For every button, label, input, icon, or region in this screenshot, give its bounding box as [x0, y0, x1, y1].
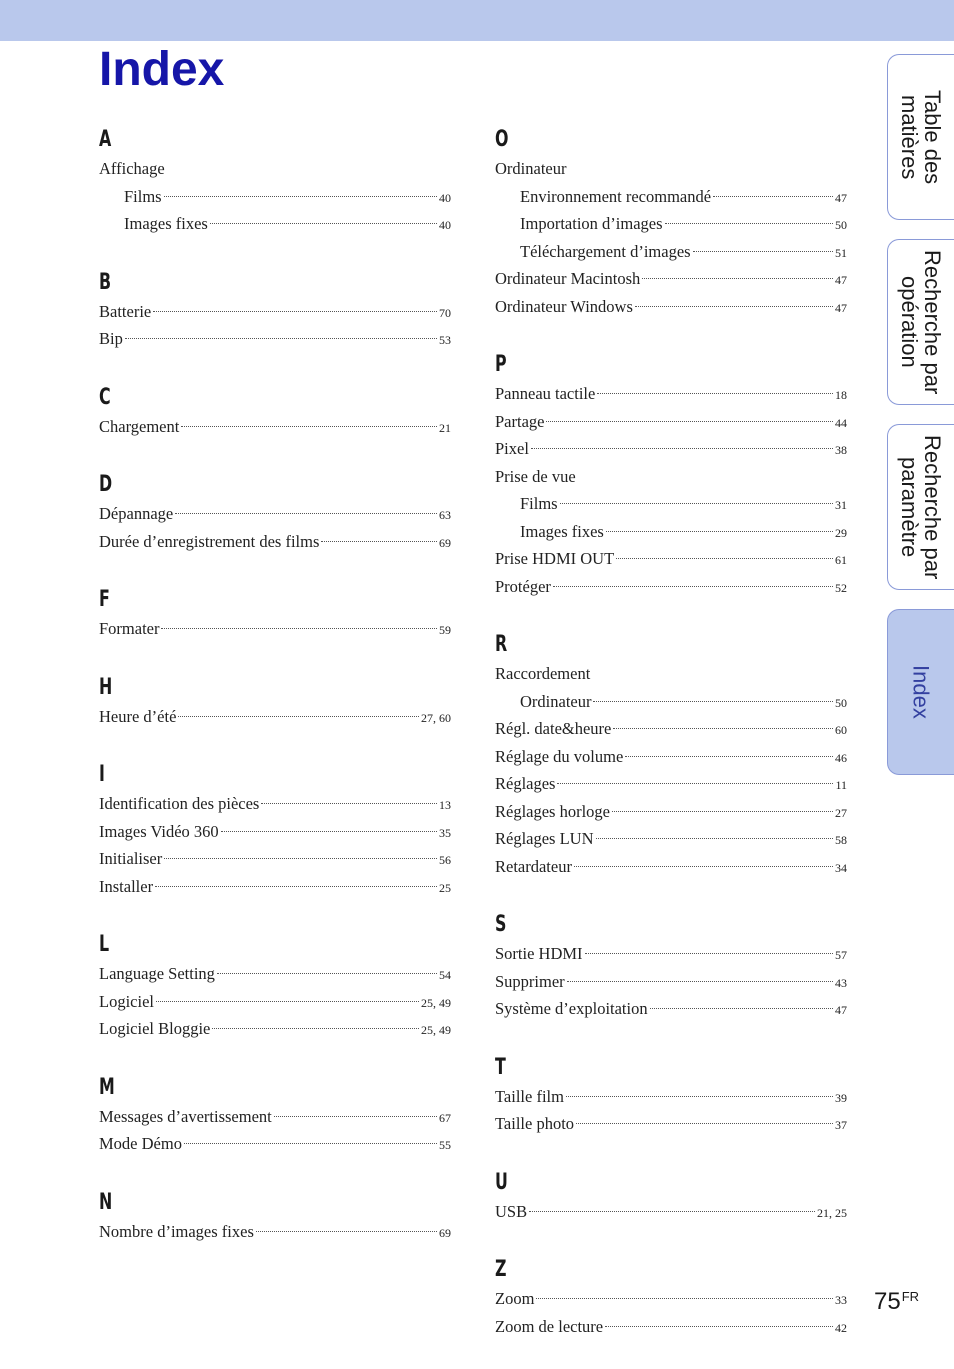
index-entry-ordinateur[interactable] — [495, 688, 847, 716]
entry-label: Heure d’été — [99, 706, 177, 726]
dot-leader — [178, 716, 419, 717]
dot-leader — [161, 628, 437, 629]
dot-leader — [175, 513, 437, 514]
index-entry-language-setting[interactable] — [99, 960, 451, 988]
entry-page-ref[interactable]: 37 — [835, 1118, 847, 1132]
section-letter: S — [495, 912, 507, 937]
section-letter: T — [495, 1054, 506, 1080]
dot-leader — [585, 953, 833, 954]
section-letter: B — [99, 269, 112, 295]
index-entry-images-video-360[interactable] — [99, 818, 451, 846]
index-entry-initialiser[interactable] — [99, 845, 451, 873]
section-letter: D — [99, 472, 113, 497]
entry-label: Films — [124, 186, 162, 206]
entry-page-ref[interactable]: 61 — [835, 553, 847, 567]
dot-leader — [274, 1116, 437, 1117]
entry-page-ref[interactable]: 56 — [439, 853, 451, 867]
section-letter: I — [99, 762, 105, 787]
index-section-r — [495, 629, 847, 880]
dot-leader — [593, 701, 833, 702]
dot-leader — [625, 756, 833, 757]
tab-label-recherche-par-parametre: Recherche par paramètre — [897, 434, 945, 580]
index-entry-duree-d-enregistrement-des-films[interactable] — [99, 528, 451, 556]
entry-label: Taille photo — [495, 1114, 575, 1133]
entry-label: Images fixes — [124, 214, 208, 233]
index-column-left — [99, 120, 451, 1245]
index-entry-logiciel[interactable] — [99, 988, 451, 1016]
tab-label-table-des-matieres: Table des matières — [897, 89, 945, 185]
index-entry-chargement[interactable] — [99, 413, 451, 441]
entry-page-ref[interactable]: 33 — [835, 1293, 847, 1307]
entry-label: Système d’exploitation — [495, 999, 648, 1018]
dot-leader — [156, 1001, 419, 1002]
entry-label: Panneau tactile — [495, 384, 596, 403]
entry-label: Prise de vue — [495, 466, 576, 486]
entry-label: Raccordement — [495, 664, 591, 683]
index-entry-reglage-du-volume[interactable] — [495, 743, 847, 771]
entry-page-ref[interactable]: 13 — [439, 798, 451, 812]
dot-leader — [164, 858, 437, 859]
index-section-l — [99, 929, 451, 1043]
entry-page-ref[interactable]: 38 — [835, 443, 847, 457]
entry-label: Bip — [99, 329, 123, 348]
index-entry-films[interactable] — [495, 490, 847, 518]
entry-label: Chargement — [99, 416, 180, 436]
entry-label: Formater — [99, 619, 160, 638]
entry-label: Prise HDMI OUT — [495, 549, 615, 568]
entry-page-ref[interactable]: 47 — [835, 273, 847, 287]
entry-label: Zoom de lecture — [495, 1316, 604, 1336]
section-gap — [99, 900, 451, 925]
index-entry-retardateur[interactable] — [495, 853, 847, 881]
index-entry-prise-hdmi-out[interactable] — [495, 545, 847, 573]
dot-leader — [616, 558, 833, 559]
index-entry-usb[interactable] — [495, 1198, 847, 1226]
entry-page-ref[interactable]: 40 — [439, 190, 451, 205]
entry-label: Réglage du volume — [495, 746, 624, 766]
index-entry-partage[interactable] — [495, 408, 847, 436]
entry-page-ref[interactable]: 52 — [835, 580, 847, 595]
tab-table-des-matieres[interactable] — [887, 54, 954, 220]
index-entry-mode-demo[interactable] — [99, 1130, 451, 1158]
entry-page-ref[interactable]: 21 — [439, 420, 451, 435]
index-entry-telechargement-d-images[interactable] — [495, 238, 847, 266]
entry-label: Pixel — [495, 439, 529, 458]
index-entry-supprimer[interactable] — [495, 968, 847, 996]
entry-label: Zoom — [495, 1289, 535, 1308]
index-section-i — [99, 759, 451, 900]
entry-page-ref[interactable]: 27, 60 — [421, 710, 451, 725]
entry-label: Messages d’avertissement — [99, 1106, 272, 1126]
index-entry-images-fixes[interactable] — [495, 518, 847, 546]
entry-label: Installer — [99, 876, 154, 896]
entry-page-ref[interactable]: 25 — [439, 880, 451, 895]
dot-leader — [560, 503, 833, 504]
dot-leader — [613, 728, 833, 729]
index-entry-identification-des-pieces[interactable] — [99, 790, 451, 818]
index-section-b — [99, 267, 451, 353]
dot-leader — [217, 973, 437, 974]
section-letter: C — [99, 384, 111, 410]
entry-page-ref[interactable]: 69 — [439, 535, 451, 550]
page-title: Index — [99, 43, 225, 96]
index-entry-reglages-horloge[interactable] — [495, 798, 847, 826]
entry-label: USB — [495, 1201, 528, 1221]
index-entry-systeme-d-exploitation[interactable] — [495, 995, 847, 1023]
dot-leader — [256, 1231, 437, 1232]
index-entry-images-fixes[interactable] — [99, 210, 451, 238]
entry-label: Affichage — [99, 159, 165, 178]
index-entry-taille-photo[interactable] — [495, 1110, 847, 1138]
entry-label: Logiciel — [99, 991, 154, 1011]
index-section-o — [495, 124, 847, 320]
entry-label: Protéger — [495, 576, 551, 596]
index-entry-zoom-de-lecture[interactable] — [495, 1313, 847, 1341]
index-entry-panneau-tactile[interactable] — [495, 380, 847, 408]
entry-page-ref[interactable]: 67 — [439, 1110, 451, 1125]
section-letter: M — [99, 1074, 115, 1100]
index-entry-zoom[interactable] — [495, 1285, 847, 1313]
entry-label: Retardateur — [495, 856, 572, 876]
entry-label: Supprimer — [495, 971, 565, 991]
entry-page-ref[interactable]: 25, 49 — [421, 1023, 451, 1037]
dot-leader — [596, 838, 833, 839]
entry-page-ref[interactable]: 47 — [835, 190, 847, 205]
index-entry-ordinateur-macintosh[interactable] — [495, 265, 847, 293]
dot-leader — [693, 251, 833, 252]
entry-label: Ordinateur Windows — [495, 296, 633, 316]
entry-page-ref[interactable]: 57 — [835, 948, 847, 962]
entry-label: Initialiser — [99, 849, 163, 868]
dot-leader — [605, 1326, 833, 1327]
index-entry-sortie-hdmi[interactable] — [495, 940, 847, 968]
dot-leader — [221, 831, 437, 832]
entry-label: Ordinateur Macintosh — [495, 269, 641, 288]
entry-page-ref[interactable]: 55 — [439, 1138, 451, 1152]
entry-page-ref[interactable]: 53 — [439, 333, 451, 347]
dot-leader — [210, 223, 437, 224]
entry-label: Ordinateur — [520, 691, 592, 711]
entry-page-ref[interactable]: 54 — [439, 968, 451, 982]
section-letter: F — [99, 587, 110, 612]
entry-page-ref[interactable]: 21, 25 — [817, 1205, 847, 1220]
entry-label: Durée d’enregistrement des films — [99, 531, 320, 551]
section-gap — [495, 320, 847, 345]
dot-leader — [567, 981, 833, 982]
entry-label: Régl. date&heure — [495, 719, 612, 738]
entry-label: Identification des pièces — [99, 794, 260, 813]
entry-label: Logiciel Bloggie — [99, 1019, 211, 1038]
entry-label: Environnement recommandé — [520, 186, 712, 206]
entry-label: Batterie — [99, 301, 152, 321]
entry-page-ref[interactable]: 42 — [835, 1320, 847, 1335]
entry-page-ref[interactable]: 69 — [439, 1225, 451, 1240]
index-entry-bip[interactable] — [99, 325, 451, 353]
section-gap — [99, 1158, 451, 1183]
page-number — [874, 1288, 919, 1316]
dot-leader — [546, 421, 833, 422]
section-gap — [495, 1225, 847, 1250]
section-gap — [99, 440, 451, 465]
dot-leader — [635, 306, 833, 307]
entry-label: Images fixes — [520, 521, 604, 541]
entry-page-ref[interactable]: 31 — [835, 498, 847, 512]
entry-page-ref[interactable]: 70 — [439, 305, 451, 320]
page-number-value: 75 — [874, 1288, 901, 1315]
index-column-right — [495, 120, 847, 1340]
section-gap — [99, 1043, 451, 1068]
entry-label: Nombre d’images fixes — [99, 1221, 254, 1241]
entry-page-ref[interactable]: 27 — [835, 805, 847, 820]
index-entry-raccordement — [495, 660, 847, 688]
entry-label: Taille film — [495, 1086, 564, 1106]
entry-label: Réglages horloge — [495, 801, 611, 821]
entry-page-ref[interactable]: 60 — [835, 723, 847, 737]
index-entry-batterie[interactable] — [99, 298, 451, 326]
dot-leader — [553, 586, 833, 587]
entry-page-ref[interactable]: 47 — [835, 1003, 847, 1017]
entry-label: Sortie HDMI — [495, 944, 583, 963]
index-entry-reglages-lun[interactable] — [495, 825, 847, 853]
section-letter: N — [99, 1189, 113, 1215]
index-entry-ordinateur — [495, 155, 847, 183]
index-entry-depannage[interactable] — [99, 500, 451, 528]
section-letter: P — [495, 352, 507, 377]
index-section-c — [99, 382, 451, 441]
entry-label: Mode Démo — [99, 1134, 182, 1153]
section-gap — [99, 555, 451, 580]
tab-recherche-par-operation[interactable] — [887, 239, 954, 405]
entry-label: Réglages — [495, 774, 556, 793]
entry-page-ref[interactable]: 63 — [439, 508, 451, 522]
entry-page-ref[interactable]: 35 — [439, 825, 451, 840]
entry-label: Ordinateur — [495, 159, 567, 178]
dot-leader — [164, 196, 437, 197]
section-gap — [99, 643, 451, 668]
tab-index[interactable] — [887, 609, 954, 775]
header-band — [0, 0, 954, 41]
dot-leader — [321, 541, 437, 542]
index-section-t — [495, 1052, 847, 1138]
entry-page-ref[interactable]: 50 — [835, 695, 847, 710]
index-entry-pixel[interactable] — [495, 435, 847, 463]
index-section-m — [99, 1072, 451, 1158]
index-entry-prise-de-vue — [495, 463, 847, 491]
dot-leader — [155, 886, 437, 887]
entry-page-ref[interactable]: 18 — [835, 388, 847, 402]
dot-leader — [536, 1298, 833, 1299]
section-letter: R — [495, 632, 508, 657]
entry-label: Images Vidéo 360 — [99, 821, 219, 841]
index-section-a — [99, 124, 451, 238]
dot-leader — [574, 866, 833, 867]
entry-page-ref[interactable]: 59 — [439, 623, 451, 637]
index-entry-messages-d-avertissement[interactable] — [99, 1103, 451, 1131]
entry-label: Téléchargement d’images — [520, 241, 691, 261]
entry-label: Importation d’images — [520, 214, 663, 233]
entry-page-ref[interactable]: 43 — [835, 975, 847, 990]
tab-recherche-par-parametre[interactable] — [887, 424, 954, 590]
section-letter: O — [495, 127, 509, 152]
entry-label: Réglages LUN — [495, 829, 594, 848]
entry-page-ref[interactable]: 39 — [835, 1090, 847, 1105]
dot-leader — [612, 811, 833, 812]
entry-page-ref[interactable]: 47 — [835, 300, 847, 315]
index-entry-environnement-recommande[interactable] — [495, 183, 847, 211]
dot-leader — [557, 783, 833, 784]
section-letter: A — [99, 127, 112, 152]
index-section-s — [495, 909, 847, 1023]
entry-page-ref[interactable]: 25, 49 — [421, 995, 451, 1010]
index-entry-ordinateur-windows[interactable] — [495, 293, 847, 321]
index-section-n — [99, 1187, 451, 1246]
index-section-h — [99, 672, 451, 731]
index-section-p — [495, 349, 847, 600]
index-entry-heure-d-ete[interactable] — [99, 703, 451, 731]
entry-page-ref[interactable]: 34 — [835, 860, 847, 875]
entry-label: Films — [520, 494, 558, 513]
entry-label: Language Setting — [99, 964, 215, 983]
dot-leader — [181, 426, 437, 427]
dot-leader — [606, 531, 833, 532]
dot-leader — [261, 803, 437, 804]
section-letter: Z — [495, 1257, 507, 1282]
entry-page-ref[interactable]: 29 — [835, 525, 847, 540]
dot-leader — [125, 338, 437, 339]
index-entry-taille-film[interactable] — [495, 1083, 847, 1111]
section-letter: U — [495, 1169, 508, 1195]
entry-label: Partage — [495, 411, 545, 431]
index-entry-formater[interactable] — [99, 615, 451, 643]
section-gap — [99, 353, 451, 378]
index-section-d — [99, 469, 451, 555]
index-entry-films[interactable] — [99, 183, 451, 211]
dot-leader — [212, 1028, 419, 1029]
dot-leader — [597, 393, 833, 394]
index-entry-affichage — [99, 155, 451, 183]
entry-page-ref[interactable]: 51 — [835, 245, 847, 260]
index-section-z — [495, 1254, 847, 1340]
dot-leader — [642, 278, 833, 279]
index-entry-logiciel-bloggie[interactable] — [99, 1015, 451, 1043]
page-number-suffix: FR — [901, 1289, 920, 1304]
index-section-f — [99, 584, 451, 643]
entry-page-ref[interactable]: 50 — [835, 218, 847, 232]
dot-leader — [153, 311, 437, 312]
section-letter: H — [99, 674, 113, 700]
section-gap — [495, 1138, 847, 1163]
dot-leader — [713, 196, 833, 197]
dot-leader — [576, 1123, 833, 1124]
entry-page-ref[interactable]: 44 — [835, 415, 847, 430]
index-entry-nombre-d-images-fixes[interactable] — [99, 1218, 451, 1246]
entry-page-ref[interactable]: 40 — [439, 218, 451, 232]
section-gap — [495, 880, 847, 905]
section-gap — [495, 600, 847, 625]
section-letter: L — [99, 932, 110, 957]
section-gap — [99, 238, 451, 263]
dot-leader — [184, 1143, 437, 1144]
index-entry-reglages[interactable] — [495, 770, 847, 798]
entry-page-ref[interactable]: 11 — [835, 778, 847, 792]
index-section-u — [495, 1167, 847, 1226]
index-entry-proteger[interactable] — [495, 573, 847, 601]
dot-leader — [650, 1008, 833, 1009]
section-gap — [99, 730, 451, 755]
entry-page-ref[interactable]: 46 — [835, 750, 847, 765]
index-entry-regl-date-heure[interactable] — [495, 715, 847, 743]
index-entry-installer[interactable] — [99, 873, 451, 901]
section-gap — [495, 1023, 847, 1048]
entry-page-ref[interactable]: 58 — [835, 833, 847, 847]
tab-label-index: Index — [908, 665, 934, 719]
tab-label-recherche-par-operation: Recherche par opération — [897, 249, 945, 395]
dot-leader — [665, 223, 833, 224]
dot-leader — [529, 1211, 815, 1212]
dot-leader — [566, 1096, 833, 1097]
index-entry-importation-d-images[interactable] — [495, 210, 847, 238]
dot-leader — [531, 448, 833, 449]
entry-label: Dépannage — [99, 504, 174, 523]
